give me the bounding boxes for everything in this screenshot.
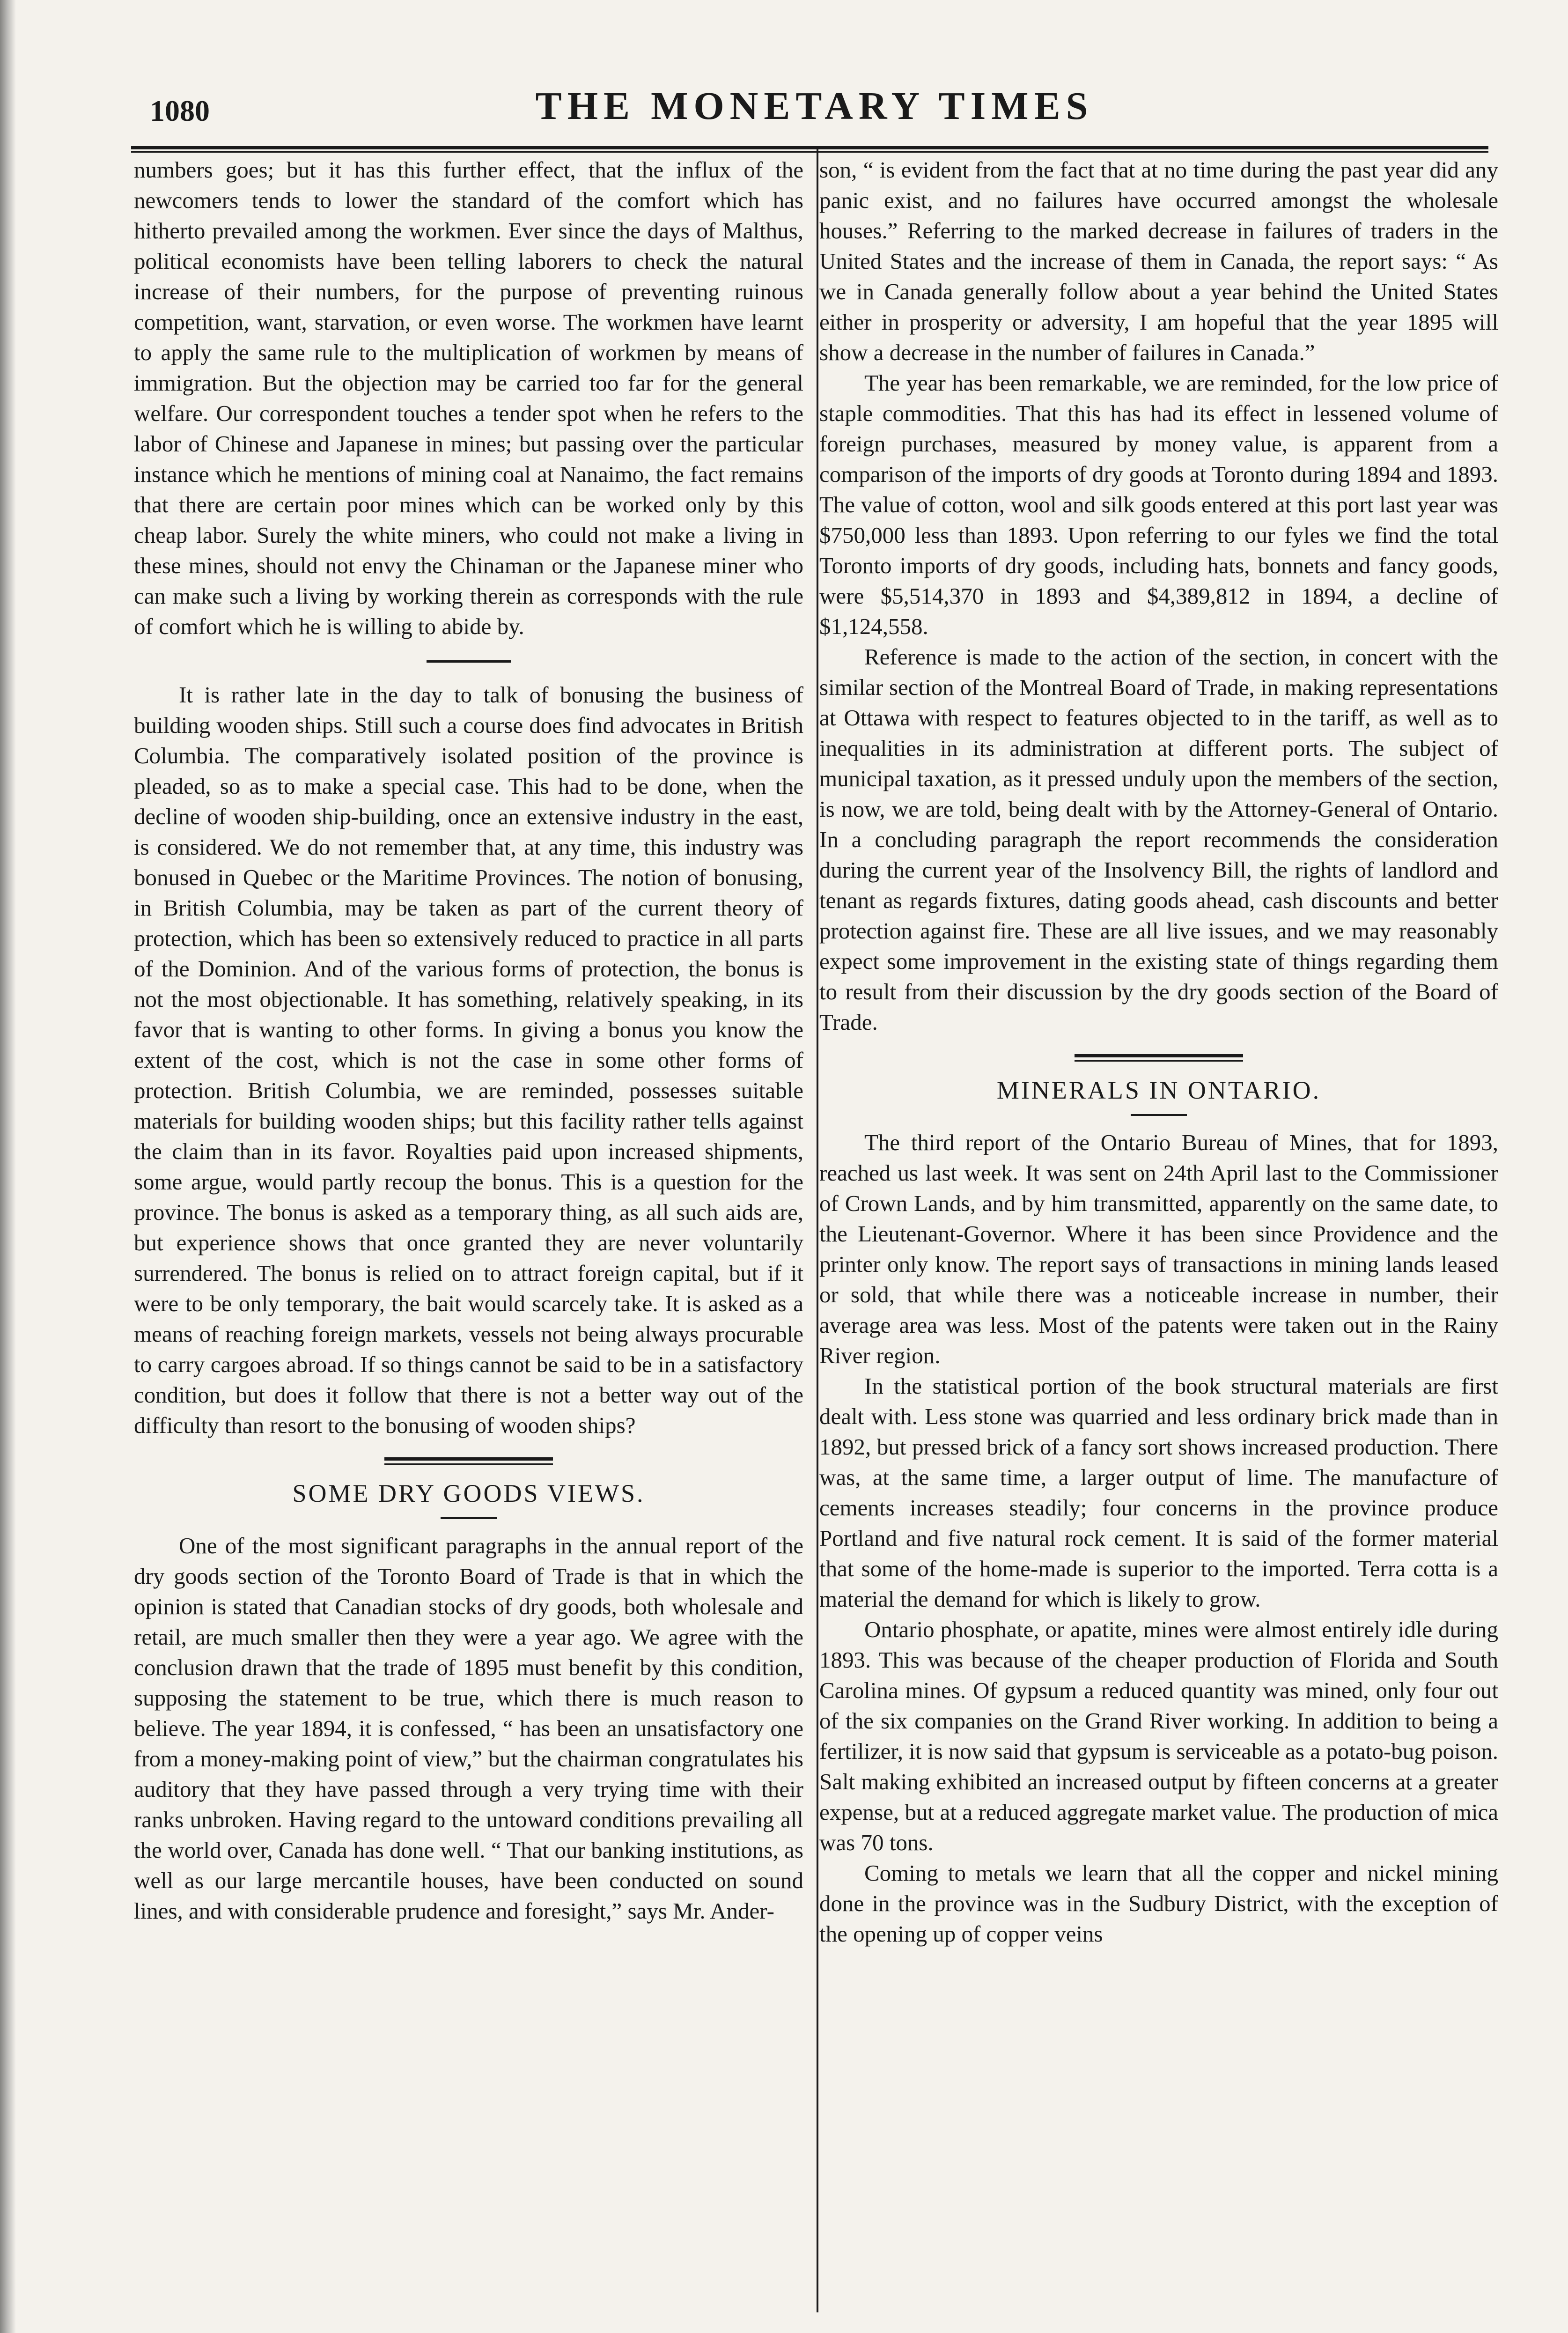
article-paragraph: son, “ is evident from the fact that at no time during the past year did any panic exist, and no failures have occurred amongst the wholesale houses.” Referring to the marked decrease in failures of traders in the United States and the increase of them in Canada, the report says: “ As we in Canada generally follow about a year behind the United States either in prosperity or adversity, I am hopeful that the year 1895 will show a decrease in the number of failures in Canada.” <box>819 157 1498 365</box>
header-rule <box>131 146 1488 153</box>
article-paragraph: Ontario phosphate, or apatite, mines were almost entirely idle during 1893. This was because of the cheaper production of Florida and South Carolina mines. Of gypsum a reduced quantity was mined, only four out of the six companies on the Grand River working. In addition to being a fertilizer, it is now said that gypsum is serviceable as a potato-bug poison. Salt making exhibited an increased output by fifteen concerns at a greater expense, but at a reduced aggregate market value. The production of mica was 70 tons. <box>819 1617 1498 1855</box>
section-title: MINERALS IN ONTARIO. <box>996 1076 1321 1104</box>
title-rule <box>441 1517 497 1519</box>
separator-rule <box>427 660 511 663</box>
scan-edge-shadow <box>0 0 16 2333</box>
title-rule <box>1131 1114 1187 1116</box>
page-header <box>131 83 1498 135</box>
column-divider <box>817 149 818 2312</box>
article-paragraph: The third report of the Ontario Bureau of Mines, that for 1893, reached us last week. It was sent on 24th April last to the Commissioner of Crown Lands, and by him transmitted, apparently on the same date, to the Lieutenant-Governor. Where it has been since Providence and the printer only know. The report says of transactions in mining lands leased or sold, that while there was a noticeable increase in number, their average area was less. Most of the patents were taken out in the Rainy River region. <box>819 1130 1498 1368</box>
section-double-rule <box>384 1457 553 1465</box>
article-paragraph: The year has been remarkable, we are reminded, for the low price of staple commodities. That this has had its effect in lessened volume of foreign purchases, measured by money value, is apparent from a comparison of the imports of dry goods at Toronto during 1894 and 1893. The value of cotton, wool and silk goods entered at this port last year was $750,000 less than 1893. Upon referring to our fyles we find the total Toronto imports of dry goods, including hats, bonnets and fancy goods, were $5,514,370 in 1893 and $4,389,812 in 1894, a decline of $1,124,558. <box>819 370 1498 639</box>
page-number: 1080 <box>150 94 210 127</box>
article-paragraph: In the statistical portion of the book structural materials are first dealt with. Less stone was quarried and less ordinary brick made than in 1892, but pressed brick of a fancy sort shows increased production. There was, at the same time, a larger output of lime. The manufacture of cements increases steadily; four concerns in the province produce Portland and five natural rock cement. It is said of the former material that some of the home-made is superior to the imported. Terra cotta is a material the demand for which is likely to grow. <box>819 1373 1498 1612</box>
article-paragraph: It is rather late in the day to talk of bonusing the business of building wooden ships. Still such a course does find advocates in British Columbia. The comparatively isolated position of the province is pleaded, so as to make a special case. This had to be done, when the decline of wooden ship-building, once an extensive industry in the east, is considered. We do not remember that, at any time, this industry was bonused in Quebec or the Maritime Provinces. The notion of bonusing, in British Columbia, may be taken as part of the current theory of protection, which has been so extensively reduced to practice in all parts of the Dominion. And of the various forms of protection, the bonus is not the most objectionable. It has something, relatively speaking, in its favor that is wanting to other forms. In giving a bonus you know the extent of the cost, which is not the case in some other forms of protection. British Columbia, we are reminded, possesses suitable materials for building wooden ships; but this facility rather tells against the claim than in its favor. Royalties paid upon increased shipments, some argue, would partly recoup the bonus. This is a question for the province. The bonus is asked as a temporary thing, as all such aids are, but experience shows that once granted they are never voluntarily surrendered. The bonus is relied on to attract foreign capital, but if it were to be only temporary, the bait would scarcely take. It is asked as a means of reaching foreign markets, vessels not being always procurable to carry cargoes abroad. If so things cannot be said to be in a satisfactory condition, but does it follow that there is not a better way out of the difficulty than resort to the bonusing of wooden ships? <box>134 682 803 1438</box>
article-paragraph: Coming to metals we learn that all the copper and nickel mining done in the province was in the Sudbury District, with the exception of the opening up of copper veins <box>819 1860 1498 1947</box>
article-paragraph: numbers goes; but it has this further effect, that the influx of the newcomers tends to lower the standard of the comfort which has hitherto prevailed among the workmen. Ever since the days of Malthus, political economists have been telling laborers to check the natural increase of their numbers, for the purpose of preventing ruinous competition, want, starvation, or even worse. The workmen have learnt to apply the same rule to the multiplication of workmen by means of immigration. But the objection may be carried too far for the general welfare. Our correspondent touches a tender spot when he refers to the labor of Chinese and Japanese in mines; but passing over the particular instance which he mentions of mining coal at Nanaimo, the fact remains that there are certain poor mines which can be worked only by this cheap labor. Surely the white miners, who could not make a living in these mines, should not envy the Chinaman or the Japanese miner who can make such a living by working therein as corresponds with the rule of comfort which he is willing to abide by. <box>134 157 803 639</box>
section-title: SOME DRY GOODS VIEWS. <box>292 1479 645 1507</box>
section-double-rule <box>1075 1054 1243 1062</box>
article-paragraph: One of the most significant paragraphs in the annual report of the dry goods section of the Toronto Board of Trade is that in which the opinion is stated that Canadian stocks of dry goods, both wholesale and retail, are much smaller then they were a year ago. We agree with the conclusion drawn that the trade of 1895 must benefit by this condition, supposing the statement to be true, which there is much reason to believe. The year 1894, it is confessed, “ has been an unsatisfactory one from a money-making point of view,” but the chairman congratulates his auditory that they have passed through a very trying time with their ranks unbroken. Having regard to the untoward conditions prevailing all the world over, Canada has done well. “ That our banking institutions, as well as our large mercantile houses, have been conducted on sound lines, and with considerable prudence and foresight,” says Mr. Ander- <box>134 1533 803 1924</box>
right-column <box>819 155 1498 1949</box>
journal-title: THE MONETARY TIMES <box>535 84 1094 128</box>
left-column <box>134 155 803 1926</box>
article-paragraph: Reference is made to the action of the section, in concert with the similar section of the Montreal Board of Trade, in making representations at Ottawa with respect to features objected to in the tariff, as well as to inequalities in its administration at different ports. The subject of municipal taxation, as it pressed unduly upon the members of the section, is now, we are told, being dealt with by the Attorney-General of Ontario. In a concluding paragraph the report recommends the consideration during the current year of the Insolvency Bill, the rights of landlord and tenant as regards fixtures, dating goods ahead, cash discounts and better protection against fire. These are all live issues, and we may reasonably expect some improvement in the existing state of things regarding them to result from their discussion by the dry goods section of the Board of Trade. <box>819 644 1498 1035</box>
